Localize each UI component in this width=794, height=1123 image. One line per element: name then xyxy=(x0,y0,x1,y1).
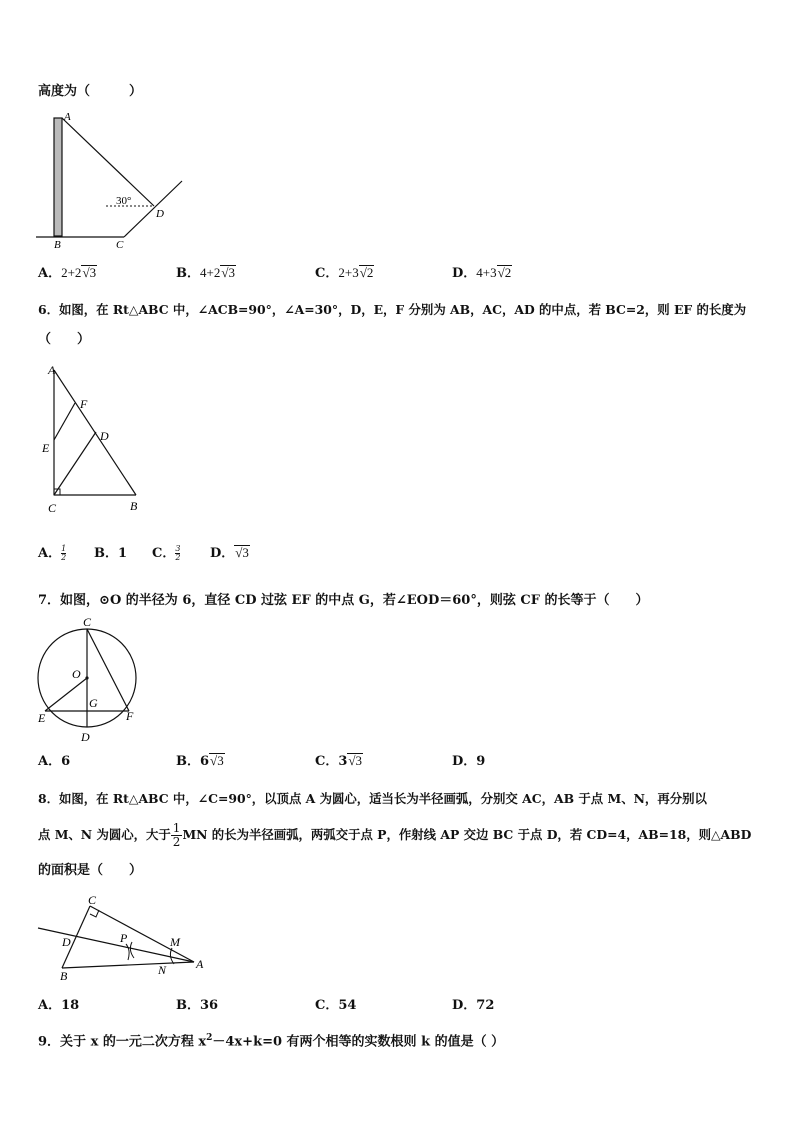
q5-option-b: B．4+2√3 xyxy=(176,265,235,281)
q7-center-dot xyxy=(85,676,88,679)
q6-option-c: C． $\frac{3}{2}$ xyxy=(152,544,181,562)
q5-label-b: B xyxy=(54,239,61,251)
q7-label-f: F xyxy=(126,709,134,723)
q8-label-d: D xyxy=(62,935,71,949)
q7-option-c: C．3√3 xyxy=(315,753,363,769)
q6-label-b: B xyxy=(130,499,138,513)
q5-slope xyxy=(124,181,182,237)
q5-option-c: C．2+3√2 xyxy=(315,265,374,281)
q7-label-e: E xyxy=(38,711,46,725)
q9-text: 9．关于 x 的一元二次方程 $x^2-4x+k=0$ 有两个相等的实数根则 k 的值是（ ） xyxy=(38,1033,505,1050)
q8-line1: 8．如图，在 Rt△ABC 中，∠C=90°，以顶点 A 为圆心，适当长为半径画弧，分别交 AC，AB 于点 M、N，再分别以 xyxy=(38,791,707,806)
q8-line-ba xyxy=(62,962,194,968)
q6-line2: （ ） xyxy=(38,332,91,347)
q8-label-b: B xyxy=(60,969,68,982)
q6-option-b: B．1 xyxy=(94,546,128,561)
q5-angle-label: 30° xyxy=(116,195,132,207)
q6-label-d: D xyxy=(100,429,109,443)
q8-option-c: C．54 xyxy=(315,998,357,1013)
q8-fraction: $\frac{1}{2}$ xyxy=(172,821,181,849)
q5-option-a: A．2+2√3 xyxy=(38,265,97,281)
q6-option-d: D．√3 xyxy=(210,545,249,561)
q8-line2: 点 M、N 为圆心，大于 $\frac{1}{2}$ MN 的长为半径画弧，两弧交于点 P，作射线 AP 交边 BC 于点 D，若 CD=4，AB=18，则△ABD xyxy=(38,821,752,849)
q7-label-g: G xyxy=(89,696,98,710)
q5-figure xyxy=(36,108,186,253)
q5-label-d: D xyxy=(156,208,164,220)
q5-option-d: D．4+3√2 xyxy=(452,265,512,281)
q8-label-m: M xyxy=(170,935,180,949)
q6-label-f: F xyxy=(80,397,88,411)
q8-line-ca xyxy=(90,906,194,962)
q5-label-a: A xyxy=(64,111,71,123)
q7-option-d: D．9 xyxy=(452,754,486,769)
q7-radius-oe xyxy=(45,678,87,711)
q6-figure xyxy=(36,360,150,520)
q7-text: 7．如图，⊙O 的半径为 6，直径 CD 过弦 EF 的中点 G，若∠EOD＝60°，则弦 CF 的长等于（ ） xyxy=(38,593,649,608)
q8-option-a: A．18 xyxy=(38,998,80,1013)
q8-label-c: C xyxy=(88,893,97,907)
q6-option-a: A． $\frac{1}{2}$ xyxy=(38,544,67,562)
q6-line-ef xyxy=(54,403,75,440)
q6-label-c: C xyxy=(48,501,57,515)
q7-option-a: A．6 xyxy=(38,754,71,769)
q8-label-a: A xyxy=(196,957,204,971)
q5-line-ad xyxy=(62,118,154,206)
q7-label-c: C xyxy=(83,615,92,629)
q8-option-b: B．36 xyxy=(176,998,219,1013)
q7-option-b: B．6√3 xyxy=(176,753,224,769)
q8-label-p: P xyxy=(120,931,128,945)
q8-arc-p2 xyxy=(130,942,134,958)
q8-option-d: D．72 xyxy=(452,998,495,1013)
q6-label-e: E xyxy=(42,441,50,455)
q5-label-c: C xyxy=(116,239,124,251)
q8-label-n: N xyxy=(158,963,167,977)
q8-arc-p1 xyxy=(126,944,129,960)
q6-line-cd xyxy=(54,432,96,495)
q5-stem-tail: 高度为（ ） xyxy=(38,84,143,99)
q8-right-angle xyxy=(90,910,99,917)
q5-pole xyxy=(54,118,62,236)
q7-label-o: O xyxy=(72,667,81,681)
q8-figure xyxy=(36,892,208,982)
q6-label-a: A xyxy=(48,363,56,377)
q7-label-d: D xyxy=(81,730,90,744)
q6-line1: 6．如图，在 Rt△ABC 中，∠ACB=90°，∠A=30°，D，E，F 分别为 AB，AC，AD 的中点，若 BC=2，则 EF 的长度为 xyxy=(38,302,747,317)
q7-figure xyxy=(34,614,142,748)
q8-line3: 的面积是（ ） xyxy=(38,863,143,878)
